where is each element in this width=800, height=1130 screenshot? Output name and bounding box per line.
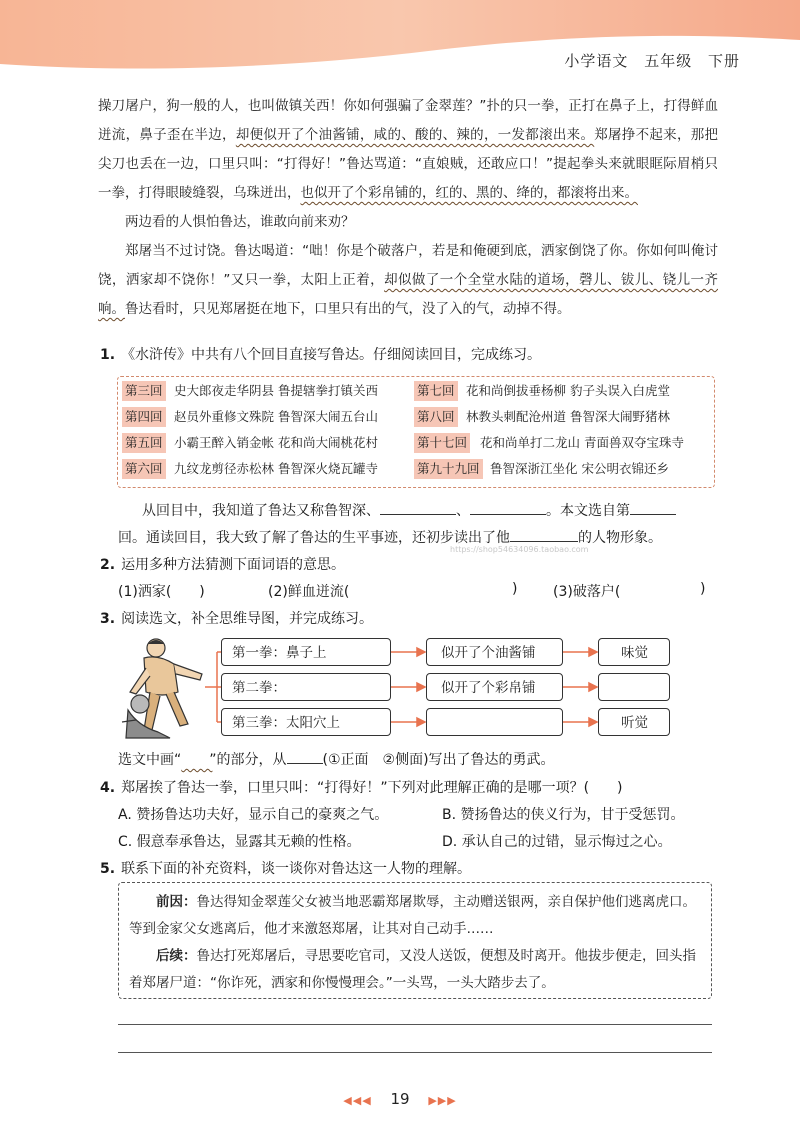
q1-fill-line-2 (118, 527, 662, 547)
effect-box-2: 似开了个彩帛铺 (426, 673, 563, 701)
chapter-number: 第四回 (122, 407, 166, 427)
chapter-number: 第五回 (122, 433, 166, 453)
question-1 (100, 344, 541, 364)
option-c[interactable]: C. 假意奉承鲁达，显露其无赖的性格。 (118, 834, 361, 850)
chapter-number: 第八回 (414, 407, 458, 427)
answer-line[interactable] (118, 1024, 712, 1025)
answer-blank[interactable] (287, 763, 323, 764)
fill-text: 从回目中，我知道了鲁达又称鲁智深、 (142, 503, 380, 519)
q3-follow-up (118, 749, 555, 769)
question-text: 阅读选文，补全思维导图，并完成练习。 (121, 611, 374, 627)
punch-box-2[interactable]: 第二拳： (221, 673, 391, 701)
fill-text: (①正面 ②侧面)写出了鲁达的勇武。 (322, 752, 555, 768)
option-d[interactable]: D. 承认自己的过错，显示悔过之心。 (442, 834, 672, 850)
punch-box-1: 第一拳：鼻子上 (221, 638, 391, 666)
question-number: 3. (100, 611, 116, 627)
wavy-underlined-text: 却似做了一个全堂水陆的道场，磬儿、钹儿、铙儿一齐响。 (98, 272, 718, 317)
option-a[interactable]: A. 赞扬鲁达功夫好，显示自己的豪爽之气。 (118, 807, 389, 823)
book-volume: 下册 (707, 52, 740, 70)
right-arrows-icon: ▶▶▶ (428, 1094, 457, 1107)
passage-paragraph-1 (98, 92, 718, 208)
question-text: 运用多种方法猜测下面词语的意思。 (121, 557, 346, 573)
fill-text: 回。通读回目，我大致了解了鲁达的生平事迹，还初步读出了他 (118, 530, 510, 546)
passage-text: 郑屠挣不起来，那把尖刀也丢在一边，口里只叫：“打得好！”鲁达骂道：“直娘贼，还敢应口！”提起拳头来就眼眶际眉梢只一拳，打得眼睖缝裂，乌珠迸出， (98, 127, 719, 201)
chapter-row (118, 459, 714, 483)
q2-item-3: (3)破落户( (553, 584, 621, 600)
chapter-title: 花和尚单打二龙山 青面兽双夺宝珠寺 (480, 435, 684, 450)
chapter-title: 花和尚倒拔垂杨柳 豹子头误入白虎堂 (466, 383, 670, 398)
supp-label: 前因： (156, 894, 197, 910)
q2-item-1: (1)洒家( ) (118, 584, 205, 600)
fill-text: 的人物形象。 (578, 530, 662, 546)
q2-item-3-close: ) (700, 581, 706, 597)
left-arrows-icon: ◀◀◀ (343, 1094, 372, 1107)
fill-text: 选文中画“ (118, 752, 182, 768)
effect-box-1: 似开了个油酱铺 (426, 638, 563, 666)
passage-paragraph-2: 两边看的人惧怕鲁达，谁敢向前来劝？ (125, 214, 355, 230)
answer-line[interactable] (118, 1052, 712, 1053)
page-number: 19 (390, 1090, 410, 1108)
watermark: https://shop54634096.taobao.com (450, 545, 589, 554)
sense-box-2-blank[interactable] (598, 673, 670, 701)
question-5 (100, 858, 471, 878)
question-4 (100, 777, 623, 797)
fighting-illustration (118, 634, 210, 740)
chapter-title: 九纹龙剪径赤松林 鲁智深火烧瓦罐寺 (174, 461, 378, 476)
book-label (564, 50, 740, 71)
question-3 (100, 608, 373, 628)
supp-text: 鲁达打死郑屠后，寻思要吃官司，又没人送饭，便想及时离开。他拔步便走，回头指着郑屠尸道：“你诈死，洒家和你慢慢理会。”一头骂，一头大踏步去了。 (129, 948, 696, 991)
question-text: 《水浒传》中共有八个回目直接写鲁达。仔细阅读回目，完成练习。 (121, 347, 542, 363)
answer-blank[interactable] (510, 541, 578, 542)
passage-paragraph-3 (98, 237, 718, 324)
wavy-underlined-text: 却便似开了个油酱铺，咸的、酸的、辣的，一发都滚出来。 (235, 127, 595, 143)
question-number: 4. (100, 780, 116, 796)
supp-label: 后续： (156, 948, 197, 964)
chapter-title: 小霸王醉入销金帐 花和尚大闹桃花村 (174, 435, 378, 450)
question-number: 2. (100, 557, 116, 573)
chapter-row (118, 381, 714, 405)
chapter-number: 第三回 (122, 381, 166, 401)
fill-text: ”的部分，从 (209, 752, 287, 768)
effect-box-3-blank[interactable] (426, 708, 563, 736)
passage-text: 操刀屠户，狗一般的人，也叫做镇关西！你如何强骗了金翠莲？”扑的只一拳，正打在鼻子上，打得鲜血迸流，鼻子歪在半边， (98, 98, 718, 143)
q2-item-2: (2)鲜血迸流( (268, 584, 350, 600)
chapter-number: 第六回 (122, 459, 166, 479)
punch-box-3: 第三拳：太阳穴上 (221, 708, 391, 736)
question-number: 1. (100, 347, 116, 363)
wavy-underlined-text: 也似开了个彩帛铺的，红的、黑的、绛的，都滚将出来。 (300, 185, 638, 201)
question-text: 郑屠挨了鲁达一拳，口里只叫：“打得好！”下列对此理解正确的是哪一项？( ) (121, 780, 623, 796)
chapter-title: 林教头刺配沧州道 鲁智深大闹野猪林 (466, 409, 670, 424)
passage-text: 鲁达看时，只见郑屠挺在地下，口里只有出的气，没了入的气，动掉不得。 (125, 301, 571, 317)
chapter-list (117, 376, 715, 488)
supplementary-material (118, 882, 712, 999)
chapter-row (118, 407, 714, 431)
question-text: 联系下面的补充资料，谈一谈你对鲁达这一人物的理解。 (121, 861, 472, 877)
answer-blank[interactable] (630, 514, 676, 515)
page-footer (0, 1090, 800, 1108)
answer-blank[interactable] (470, 514, 546, 515)
question-2 (100, 554, 345, 574)
reading-passage (98, 92, 718, 324)
sense-box-3: 听觉 (598, 708, 670, 736)
supp-after (129, 943, 701, 997)
chapter-title: 史大郎夜走华阴县 鲁提辖拳打镇关西 (174, 383, 378, 398)
q1-fill-line-1 (142, 500, 676, 520)
chapter-number: 第十七回 (414, 433, 470, 453)
fill-text: 。本文选自第 (546, 503, 630, 519)
wavy-line-sample: ​ (181, 752, 213, 768)
chapter-row (118, 433, 714, 457)
answer-blank[interactable] (380, 514, 456, 515)
chapter-number: 第七回 (414, 381, 458, 401)
book-grade: 五年级 (644, 52, 693, 70)
q2-item-2-close: ) (512, 581, 518, 597)
sense-box-1: 味觉 (598, 638, 670, 666)
fill-text: 、 (456, 503, 470, 519)
option-b[interactable]: B. 赞扬鲁达的侠义行为，甘于受惩罚。 (442, 807, 685, 823)
chapter-title: 赵员外重修文殊院 鲁智深大闹五台山 (174, 409, 378, 424)
supp-before (129, 889, 701, 943)
chapter-number: 第九十九回 (414, 459, 483, 479)
passage-text: 郑屠当不过讨饶。鲁达喝道：“咄！你是个破落户，若是和俺硬到底，洒家倒饶了你。你如何叫俺讨饶，洒家却不饶你！”又只一拳，太阳上正着， (98, 243, 718, 288)
supp-text: 鲁达得知金翠莲父女被当地恶霸郑屠欺辱，主动赠送银两，亲自保护他们逃离虎口。等到金家父女逃离后，他才来激怒郑屠，让其对自己动手…… (129, 894, 696, 937)
chapter-title: 鲁智深浙江坐化 宋公明衣锦还乡 (490, 461, 669, 476)
book-subject: 小学语文 (564, 52, 629, 70)
question-number: 5. (100, 861, 116, 877)
